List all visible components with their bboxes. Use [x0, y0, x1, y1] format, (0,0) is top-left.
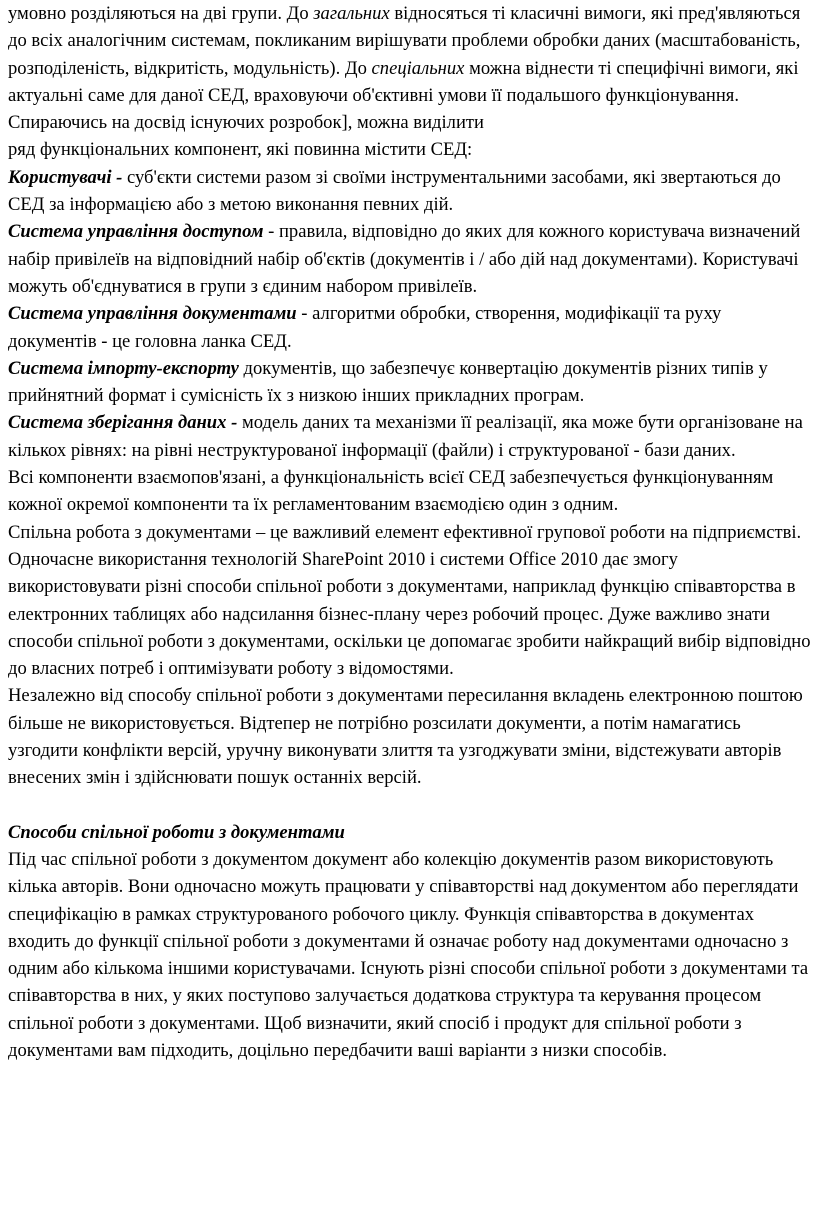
component-data-storage [8, 409, 812, 464]
paragraph-intro-line-2: ряд функціональних компонент, які повинна містити СЕД: [8, 139, 473, 161]
italic-term-general: загальних [313, 3, 390, 24]
component-description: - правила, відповідно до яких для кожного користувача визначений набір привілеїв на відповідний набір об'єктів (документів і / або дій над документами). Користувачі можуть об'єднуватися в групи з єдиним набором привілеїв. [8, 221, 801, 297]
paragraph-intro-line-1: Спираючись на досвід існуючих розробок], можна виділити [8, 112, 484, 134]
component-document-management [8, 300, 812, 355]
component-term: Система управління доступом [8, 221, 264, 243]
paragraph-collaboration-methods: Під час спільної роботи з документом документ або колекцію документів разом використовують кілька авторів. Вони одночасно можуть працювати у співавторстві над документом або переглядати специфікацію в рамках структурованого робочого циклу. Функція співавторства в документах входить до функції спільної роботи з документами й означає роботу над документами одночасно з одним або кількома іншими користувачами. Існують різні способи спільної роботи з документами та співавторства в них, у яких поступово залучається додаткова структура та керування процесом спільної роботи з документами. Щоб визначити, який спосіб і продукт для спільної роботи з документами вам підходить, доцільно передбачити ваші варіанти з низки способів. [8, 848, 809, 1061]
component-term: Система управління документами [8, 303, 297, 325]
paragraph-requirements [8, 0, 812, 109]
component-term: Система імпорту-експорту [8, 357, 239, 379]
paragraph-interconnection: Всі компоненти взаємопов'язані, а функціональність всієї СЕД забезпечується функціонуванням кожної окремої компоненти та їх регламентованим взаємодією один з одним. [8, 467, 774, 516]
paragraph-collaboration: Спільна робота з документами – це важливий елемент ефективної групової роботи на підприємстві. Одночасне використання технологій SharePoint 2010 і системи Office 2010 дає змогу використовувати різні способи спільної роботи з документами, наприклад функцію співавторства в електронних таблицях або надсилання бізнес-плану через робочий процес. Дуже важливо знати способи спільної роботи з документами, оскільки це допомагає зробити найкращий вибір відповідно до власних потреб і оптимізувати роботу з відомостями. [8, 521, 811, 680]
italic-term-special: спеціальних [371, 57, 465, 79]
component-description: - алгоритми обробки, створення, модифікації та руху документів - це головна ланка СЕД. [8, 303, 722, 352]
component-description: суб'єкти системи разом зі своїми інструментальними засобами, які звертаються до СЕД за інформацією або з метою виконання певних дій. [8, 166, 781, 216]
component-description: документів, що забезпечує конвертацію документів різних типів у прийнятний формат і сумісність їх з низкою інших прикладних програм. [8, 357, 768, 407]
component-term: Користувачі - [8, 166, 123, 188]
blank-line [8, 792, 812, 819]
text: відносяться ті класичні вимоги, які пред'являються до всіх аналогічним системам, покликаним вирішувати проблеми обробки даних (масштабованість, розподіленість, відкритість, модульність). До [8, 3, 801, 79]
component-term: Система зберігання даних - [8, 412, 238, 434]
component-access-control [8, 218, 812, 300]
component-users [8, 164, 812, 219]
component-description: модель даних та механізми її реалізації, яка може бути організоване на кількох рівнях: на рівні неструктурованої інформації (файли) і структурованої - бази даних. [8, 412, 803, 461]
section-heading: Способи спільної роботи з документами [8, 821, 345, 843]
document-page [8, 0, 812, 1064]
component-import-export [8, 355, 812, 410]
paragraph-no-email: Незалежно від способу спільної роботи з документами пересилання вкладень електронною поштою більше не використовується. Відтепер не потрібно розсилати документи, а потім намагатись узгодити конфлікти версій, уручну виконувати злиття та узгоджувати зміни, відстежувати авторів внесених змін і здійснювати пошук останніх версій. [8, 685, 803, 789]
text: умовно розділяються на дві групи. До [8, 3, 314, 24]
text: можна віднести ті специфічні вимоги, які актуальні саме для даної СЕД, враховуючи об'єктивні умови її подальшого функціонування. [8, 57, 799, 106]
